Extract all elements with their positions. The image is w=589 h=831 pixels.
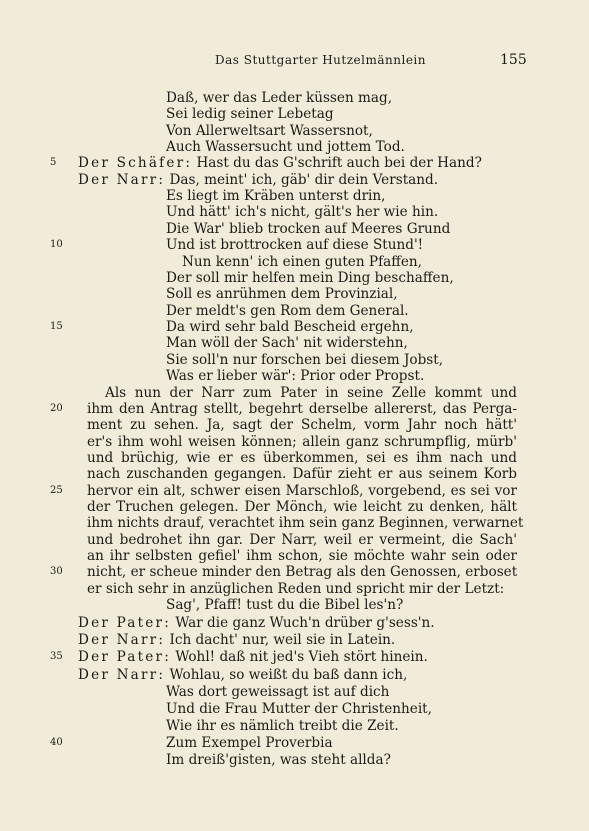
- dialogue-line: [78, 155, 482, 171]
- verse-line: Sag', Pfaff! tust du die Bibel les'n?: [166, 597, 404, 613]
- verse-line: Zum Exempel Proverbia: [166, 735, 333, 751]
- verse-line: Und ist brottrocken auf diese Stund'!: [166, 237, 424, 253]
- dialogue-line: [78, 172, 438, 188]
- dialogue-line: [78, 632, 395, 648]
- prose-line: er sich sehr in anzüglichen Reden und spricht mir der Letzt:: [87, 581, 505, 597]
- dialogue-text: Ich dacht' nur, weil sie in Latein.: [169, 632, 396, 648]
- line-number: 30: [50, 566, 63, 577]
- speaker-label: Der Pater:: [78, 615, 171, 631]
- verse-line: Und die Frau Mutter der Christenheit,: [166, 701, 432, 717]
- line-number: 5: [50, 157, 57, 168]
- verse-line: Es liegt im Kräben unterst drin,: [166, 188, 386, 204]
- dialogue-text: Wohlau, so weißt du baß dann ich,: [169, 667, 408, 683]
- dialogue-line: [78, 615, 435, 631]
- speaker-label: Der Narr:: [78, 632, 166, 648]
- verse-line: Da wird sehr bald Bescheid ergehn,: [166, 319, 414, 335]
- prose-line: er's ihm wohl weisen können; allein ganz schrumpflig, mürb': [87, 434, 517, 450]
- prose-line: nach zuschanden gegangen. Dafür zieht er aus seinem Korb: [87, 466, 517, 482]
- verse-line: Von Allerweltsart Wassersnot,: [166, 123, 373, 139]
- prose-line: und bedrohet ihn gar. Der Narr, weil er vermeint, die Sach': [87, 532, 517, 548]
- verse-line: Die War' blieb trocken auf Meeres Grund: [166, 221, 451, 237]
- line-number: 25: [50, 485, 63, 496]
- prose-line: Als nun der Narr zum Pater in seine Zelle kommt und: [105, 385, 517, 401]
- prose-line: ihm nichts drauf, verachtet ihm sein ganz Beginnen, verwarnet: [87, 515, 524, 531]
- prose-line: nicht, er scheue minder den Betrag als den Genossen, erboset: [87, 564, 518, 580]
- dialogue-text: Das, meint' ich, gäb' dir dein Verstand.: [169, 172, 439, 188]
- verse-line: Nun kenn' ich einen guten Pfaffen,: [182, 254, 422, 270]
- dialogue-line: [78, 667, 407, 683]
- page-header: [0, 53, 589, 69]
- speaker-label: Der Pater:: [78, 649, 171, 665]
- speaker-label: Der Narr:: [78, 667, 166, 683]
- verse-line: Soll es anrühmen dem Provinzial,: [166, 286, 398, 302]
- line-number: 35: [50, 651, 63, 662]
- verse-line: Daß, wer das Leder küssen mag,: [166, 90, 393, 106]
- verse-line: Sei ledig seiner Lebetag: [166, 106, 334, 122]
- verse-line: Der meldt's gen Rom dem General.: [166, 303, 409, 319]
- verse-line: Was dort geweissagt ist auf dich: [166, 684, 390, 700]
- running-title: Das Stuttgarter Hutzelmännlein: [215, 53, 426, 67]
- speaker-label: Der Schäfer:: [78, 155, 193, 171]
- speaker-label: Der Narr:: [78, 172, 166, 188]
- line-number: 40: [50, 737, 63, 748]
- line-number: 20: [50, 403, 63, 414]
- verse-line: Wie ihr es nämlich treibt die Zeit.: [166, 718, 399, 734]
- dialogue-line: [78, 649, 428, 665]
- verse-line: Was er lieber wär': Prior oder Propst.: [166, 368, 425, 384]
- prose-line: und brüchig, wie er es überkommen, sei es ihm nach und: [87, 450, 517, 466]
- prose-line: hervor ein alt, schwer eisen Marschloß, vorgebend, es sei vor: [87, 483, 517, 499]
- verse-line: Auch Wassersucht und jottem Tod.: [166, 139, 405, 155]
- line-number: 10: [50, 239, 63, 250]
- page-number: 155: [500, 52, 527, 68]
- prose-line: ihm den Antrag stellt, begehrt derselbe allererst, das Perga-: [87, 401, 517, 417]
- line-number: 15: [50, 321, 63, 332]
- verse-line: Im dreiß'gisten, was steht allda?: [166, 752, 391, 768]
- verse-line: Man wöll der Sach' nit widerstehn,: [166, 335, 408, 351]
- dialogue-text: Hast du das G'schrift auch bei der Hand?: [196, 155, 482, 171]
- verse-line: Sie soll'n nur forschen bei diesem Jobst,: [166, 352, 444, 368]
- prose-line: der Truchen gelegen. Der Mönch, wie leicht zu denken, hält: [87, 499, 517, 515]
- verse-line: Der soll mir helfen mein Ding beschaffen,: [166, 270, 454, 286]
- dialogue-text: Wohl! daß nit jed's Vieh stört hinein.: [175, 649, 428, 665]
- verse-line: Und hätt' ich's nicht, gält's her wie hin.: [166, 204, 439, 220]
- prose-line: an ihr selbsten gefiel' ihm schon, sie möchte wahr sein oder: [87, 548, 517, 564]
- dialogue-text: War die ganz Wuch'n drüber g'sess'n.: [175, 615, 435, 631]
- prose-line: ment zu sehen. Ja, sagt der Schelm, vorm Jahr noch hätt': [87, 417, 517, 433]
